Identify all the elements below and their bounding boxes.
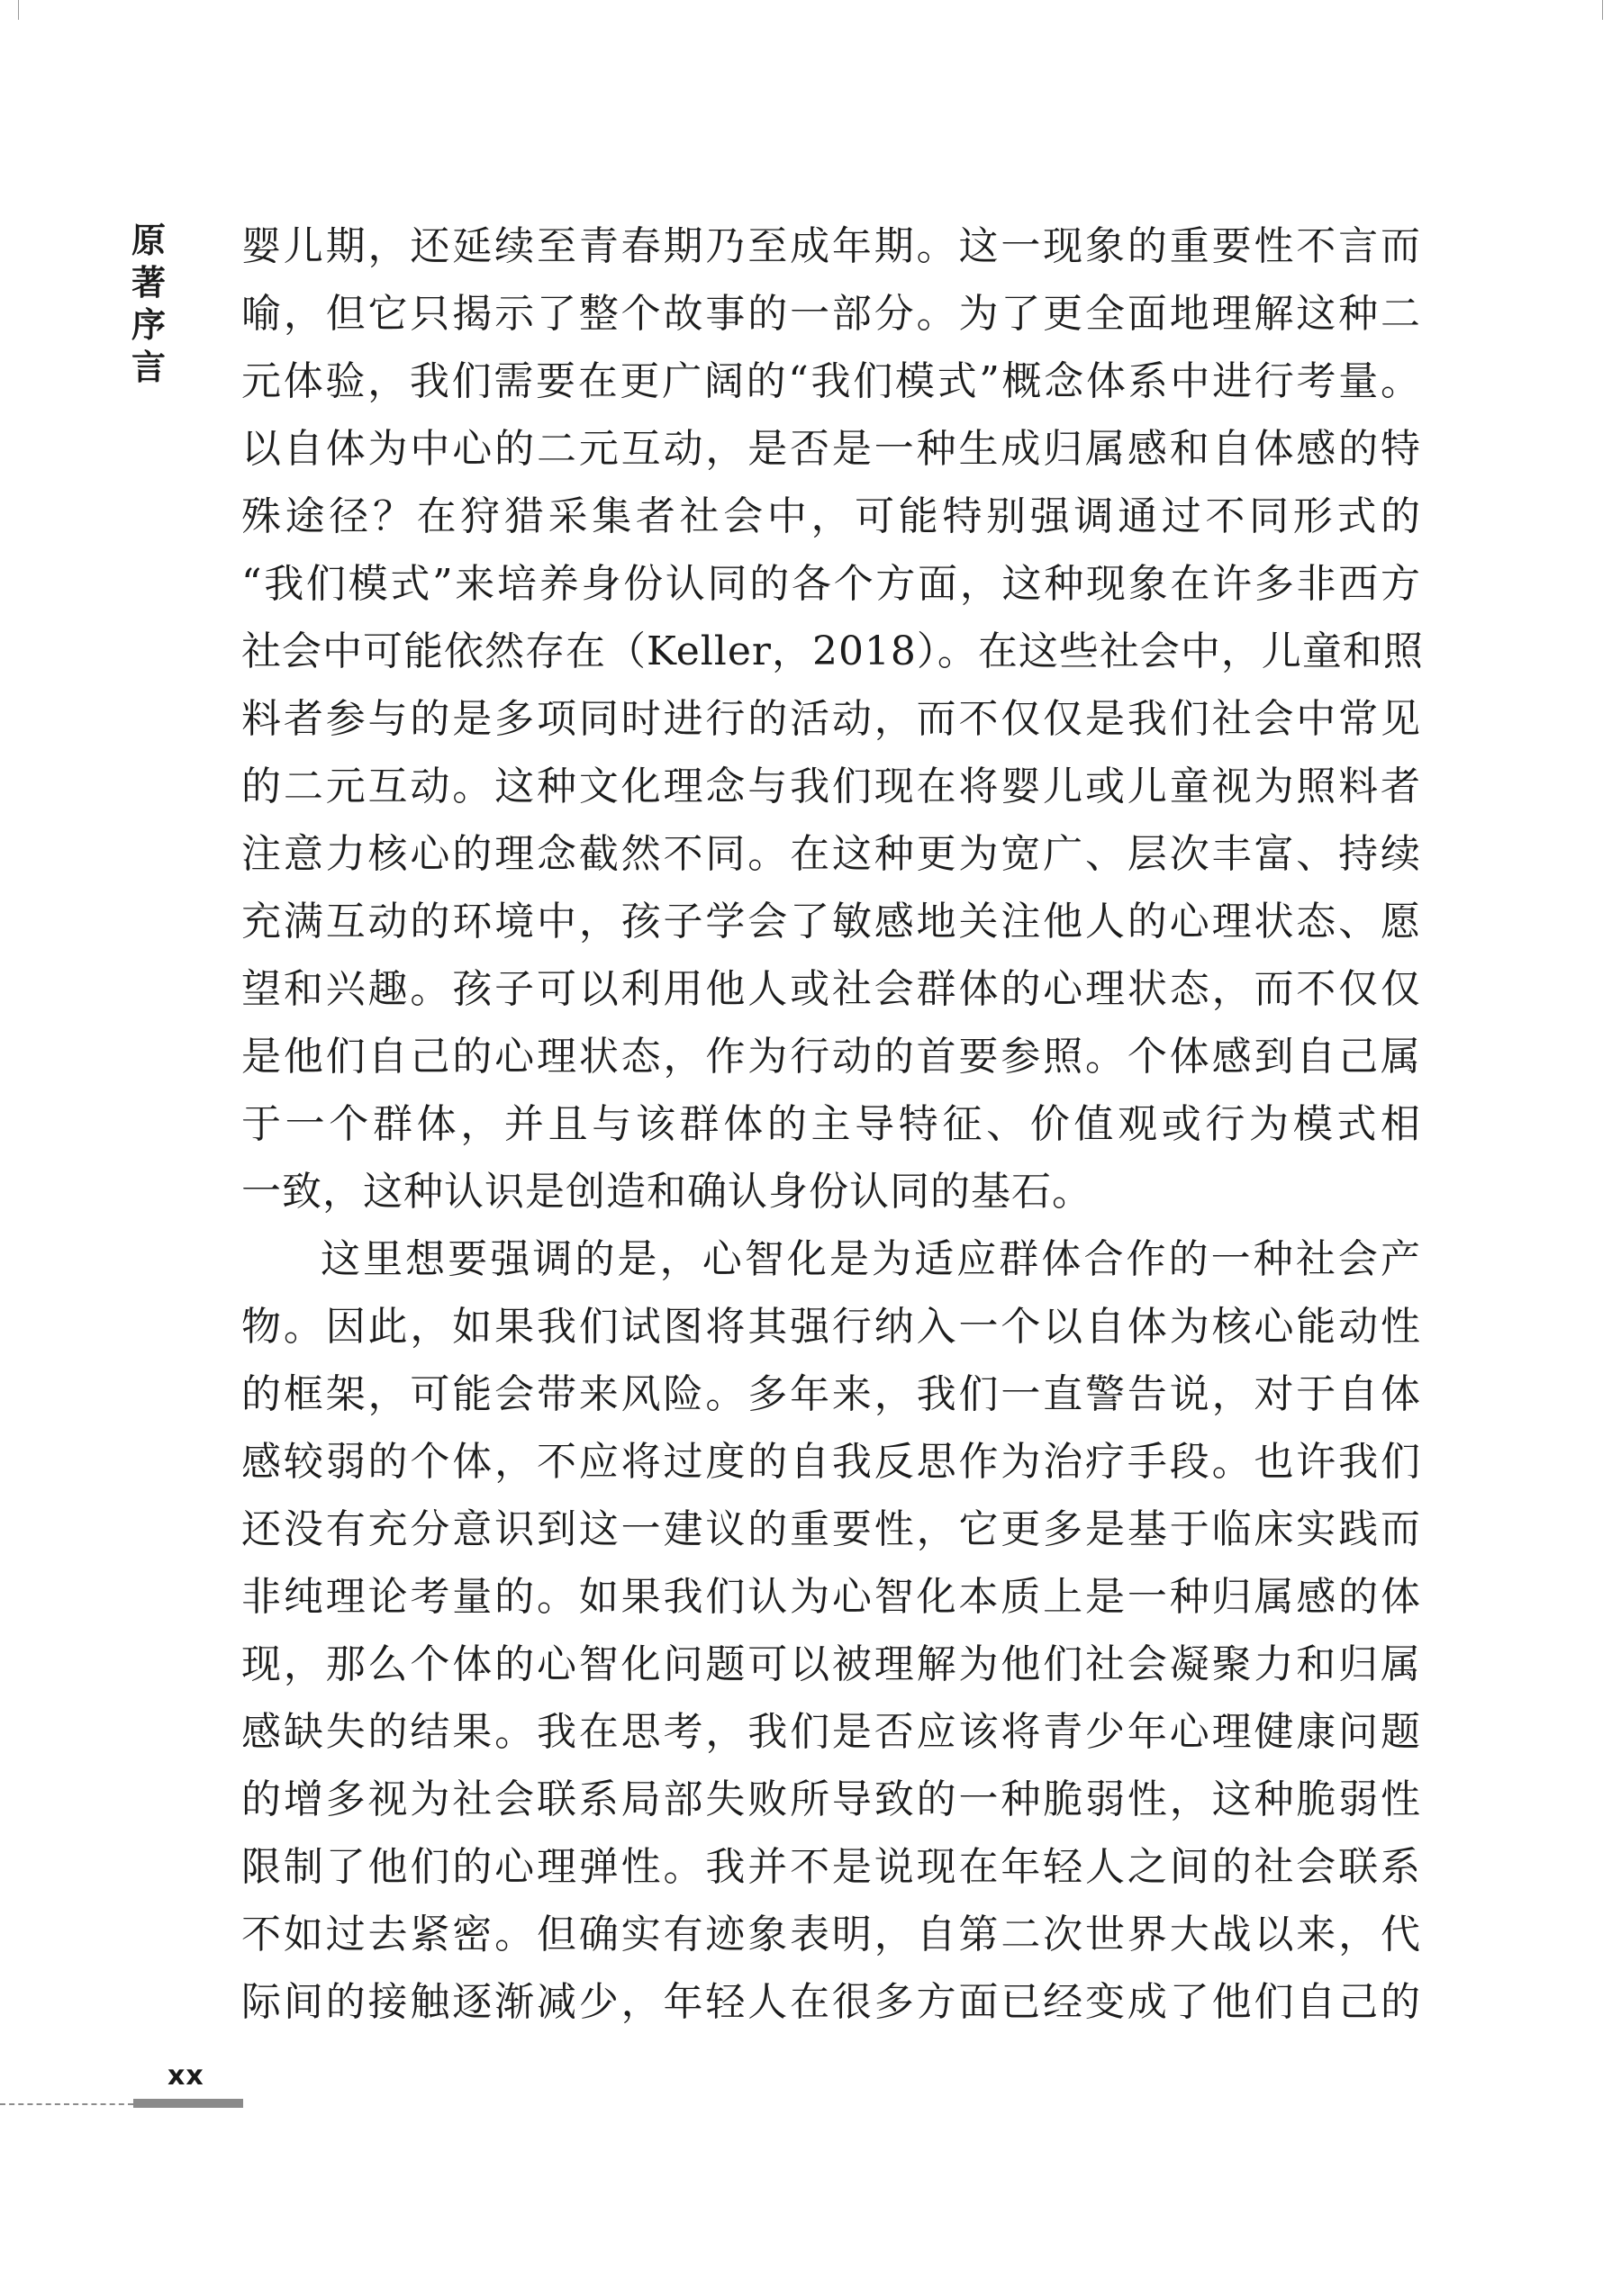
text-line: 以自体为中心的二元互动，是否是一种生成归属感和自体感的特 [241,426,1421,472]
text-line: 这里想要强调的是，心智化是为适应群体合作的一种社会产 [321,1236,1421,1282]
page-number: xx [168,2060,204,2092]
text-line: 限制了他们的心理弹性。我并不是说现在年轻人之间的社会联系 [241,1844,1421,1890]
body-text [241,212,1424,2036]
side-label-char: 原 [131,221,166,260]
text-line: 不如过去紧密。但确实有迹象表明，自第二次世界大战以来，代 [241,1912,1421,1957]
text-line: 的二元互动。这种文化理念与我们现在将婴儿或儿童视为照料者 [241,764,1421,809]
side-label-char: 言 [131,348,166,387]
text-line: 是他们自己的心理状态，作为行动的首要参照。个体感到自己属 [241,1034,1421,1080]
text-line: 充满互动的环境中，孩子学会了敏感地关注他人的心理状态、愿 [241,899,1421,945]
text-line: 社会中可能依然存在（Keller，2018）。在这些社会中，儿童和照 [241,628,1424,674]
text-line: 殊途径？在狩猎采集者社会中，可能特别强调通过不同形式的 [241,493,1421,539]
text-line: 物。因此，如果我们试图将其强行纳入一个以自体为核心能动性 [241,1304,1421,1350]
crop-mark-right [1602,0,1603,20]
text-line: 元体验，我们需要在更广阔的“我们模式”概念体系中进行考量。 [241,358,1421,404]
paragraph [241,212,1424,1225]
side-label-char: 著 [131,263,166,303]
text-line: 喻，但它只揭示了整个故事的一部分。为了更全面地理解这种二 [241,291,1421,337]
text-line: “我们模式”来培养身份认同的各个方面，这种现象在许多非西方 [241,561,1421,607]
text-line: 的框架，可能会带来风险。多年来，我们一直警告说，对于自体 [241,1371,1421,1417]
text-line: 婴儿期，还延续至青春期乃至成年期。这一现象的重要性不言而 [241,223,1421,269]
text-line: 望和兴趣。孩子可以利用他人或社会群体的心理状态，而不仅仅 [241,966,1421,1012]
footer-dashed-rule [0,2103,133,2105]
footer-bar [133,2099,243,2108]
text-line: 于一个群体，并且与该群体的主导特征、价值观或行为模式相 [241,1101,1421,1147]
paragraph [241,1225,1421,2036]
page-footer [0,2060,270,2125]
text-line: 非纯理论考量的。如果我们认为心智化本质上是一种归属感的体 [241,1574,1421,1620]
side-label-char: 序 [131,305,166,345]
text-line: 料者参与的是多项同时进行的活动，而不仅仅是我们社会中常见 [241,696,1421,742]
text-line: 现，那么个体的心智化问题可以被理解为他们社会凝聚力和归属 [241,1641,1421,1687]
text-line: 感缺失的结果。我在思考，我们是否应该将青少年心理健康问题 [241,1709,1421,1755]
text-line: 还没有充分意识到这一建议的重要性，它更多是基于临床实践而 [241,1506,1421,1552]
text-line: 注意力核心的理念截然不同。在这种更为宽广、层次丰富、持续 [241,831,1421,877]
text-line: 一致，这种认识是创造和确认身份认同的基石。 [241,1169,1092,1215]
text-line: 际间的接触逐渐减少，年轻人在很多方面已经变成了他们自己的 [241,1979,1421,2025]
crop-mark-left [18,0,19,20]
text-line: 的增多视为社会联系局部失败所导致的一种脆弱性，这种脆弱性 [241,1776,1421,1822]
text-line: 感较弱的个体，不应将过度的自我反思作为治疗手段。也许我们 [241,1439,1421,1485]
chapter-side-label [129,220,168,389]
